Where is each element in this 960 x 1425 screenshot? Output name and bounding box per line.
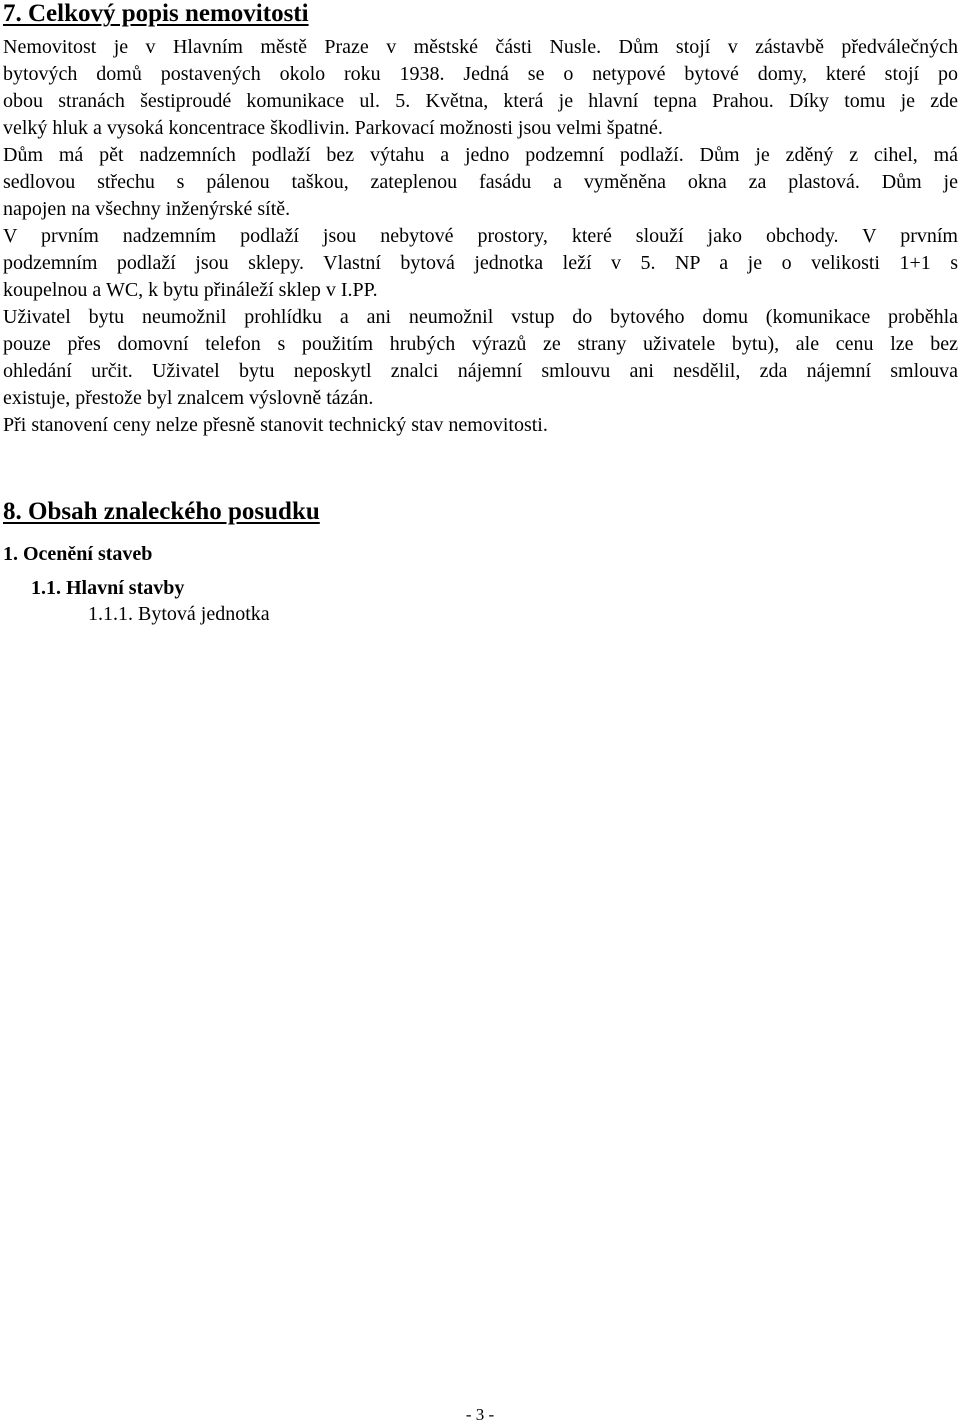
body-line: sedlovou střechu s pálenou taškou, zateplenou fasádu a vyměněna okna za plastová. Dům je xyxy=(3,171,958,193)
body-line: podzemním podlaží jsou sklepy. Vlastní bytová jednotka leží v 5. NP a je o velikosti 1+1 s xyxy=(3,252,958,274)
body-line: Nemovitost je v Hlavním městě Praze v městské části Nusle. Dům stojí v zástavbě předválečných xyxy=(3,36,958,58)
outline-item-1: 1. Ocenění staveb xyxy=(3,543,153,565)
body-line: koupelnou a WC, k bytu přináleží sklep v I.PP. xyxy=(3,279,378,301)
section-7-heading: 7. Celkový popis nemovitosti xyxy=(3,0,309,27)
body-line: napojen na všechny inženýrské sítě. xyxy=(3,198,291,220)
body-line: velký hluk a vysoká koncentrace škodlivin. Parkovací možnosti jsou velmi špatné. xyxy=(3,117,663,139)
page-number: - 3 - xyxy=(465,1405,495,1424)
body-line: Dům má pět nadzemních podlaží bez výtahu a jedno podzemní podlaží. Dům je zděný z cihel, má xyxy=(3,144,958,166)
outline-item-1-1-1: 1.1.1. Bytová jednotka xyxy=(88,603,270,625)
body-line: obou stranách šestiproudé komunikace ul. 5. Května, která je hlavní tepna Prahou. Díky tomu je zde xyxy=(3,90,958,112)
body-line: Při stanovení ceny nelze přesně stanovit technický stav nemovitosti. xyxy=(3,414,548,436)
body-line: bytových domů postavených okolo roku 1938. Jedná se o netypové bytové domy, které stojí po xyxy=(3,63,958,85)
body-line: V prvním nadzemním podlaží jsou nebytové prostory, které slouží jako obchody. V prvním xyxy=(3,225,958,247)
body-line: pouze přes domovní telefon s použitím hrubých výrazů ze strany uživatele bytu), ale cenu lze bez xyxy=(3,333,958,355)
body-line: existuje, přestože byl znalcem výslovně tázán. xyxy=(3,387,374,409)
section-8-heading: 8. Obsah znaleckého posudku xyxy=(3,498,320,525)
body-line: ohledání určit. Uživatel bytu neposkytl znalci nájemní smlouvu ani nesdělil, zda nájemní smlouva xyxy=(3,360,958,382)
body-line: Uživatel bytu neumožnil prohlídku a ani neumožnil vstup do bytového domu (komunikace proběhla xyxy=(3,306,958,328)
outline-item-1-1: 1.1. Hlavní stavby xyxy=(31,577,185,599)
section-7-body xyxy=(3,34,958,439)
